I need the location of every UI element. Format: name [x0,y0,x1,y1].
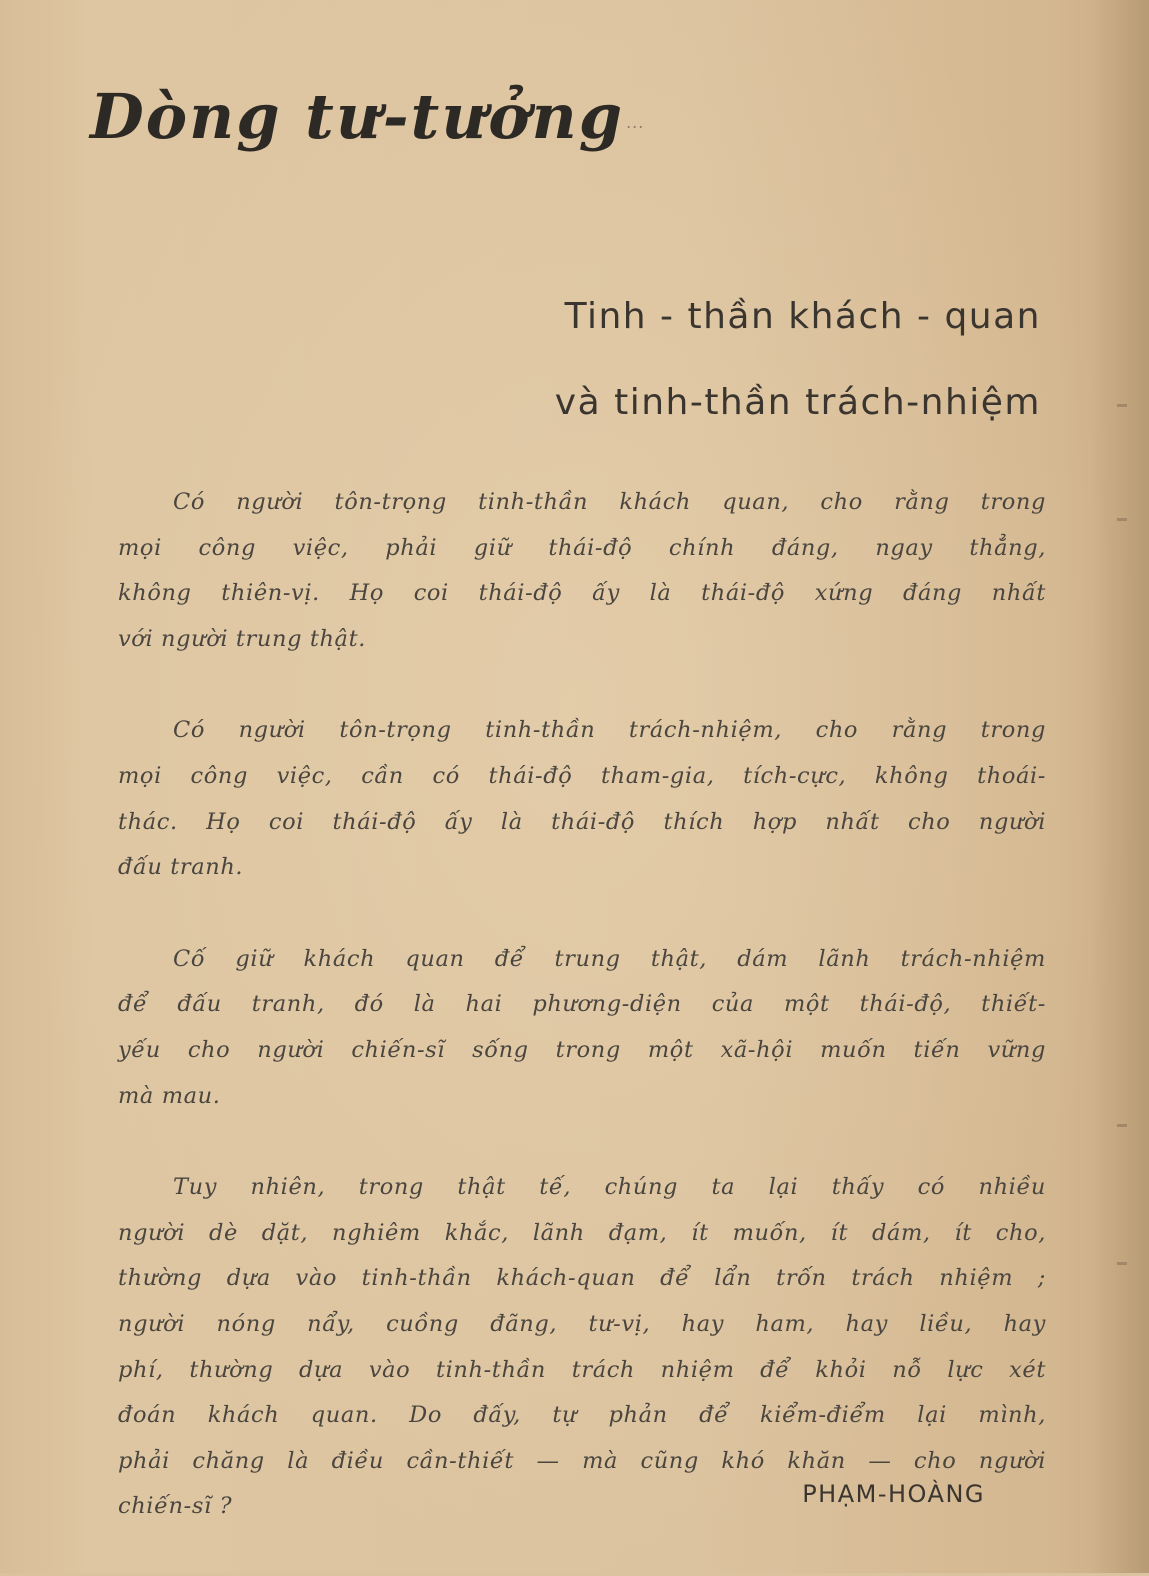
masthead-title: Dòng tư-tưởng [90,80,625,153]
paragraph-line: yếu cho người chiến-sĩ sống trong một xã-hội muốn tiến vững [118,1036,1046,1063]
paragraph-line: với người trung thật. [118,625,366,652]
article-title-line-2: và tinh-thần trách-nhiệm [554,382,1041,423]
paragraph-line: chiến-sĩ ? [118,1493,233,1520]
paragraph-line: người nóng nẩy, cuồng đãng, tư-vị, hay ham, hay liều, hay [118,1310,1046,1337]
paragraph-line: phải chăng là điều cần-thiết — mà cũng khó khăn — cho người [118,1447,1046,1474]
masthead-dots: ... [626,112,645,132]
paragraph-line: Có người tôn-trọng tinh-thần trách-nhiệm, cho rằng trong [173,717,1046,744]
edge-mark [1117,518,1127,521]
paragraph-line: Có người tôn-trọng tinh-thần khách quan, cho rằng trong [173,489,1046,515]
paragraph [118,480,1046,662]
paragraph-line: mọi công việc, phải giữ thái-độ chính đáng, ngay thẳng, [118,534,1046,561]
paragraph-line: Cố giữ khách quan để trung thật, dám lãnh trách-nhiệm [173,945,1046,972]
paragraph [118,708,1046,890]
paragraph-line: người dè dặt, nghiêm khắc, lãnh đạm, ít muốn, ít dám, ít cho, [118,1219,1046,1246]
article-body [118,480,1046,1576]
paragraph-line: mà mau. [118,1082,221,1109]
paragraph-line: đấu tranh. [118,854,244,881]
paragraph-line: Tuy nhiên, trong thật tế, chúng ta lại thấy có nhiều [173,1174,1046,1201]
edge-mark [1117,404,1127,407]
paragraph [118,937,1046,1119]
edge-mark [1117,1262,1127,1265]
edge-mark [1117,1124,1127,1127]
paragraph-line: thác. Họ coi thái-độ ấy là thái-độ thích hợp nhất cho người [118,808,1046,835]
paragraph-line: thường dựa vào tinh-thần khách-quan để lẩn trốn trách nhiệm ; [118,1265,1046,1292]
paragraph-line: không thiên-vị. Họ coi thái-độ ấy là thái-độ xứng đáng nhất [118,580,1046,607]
paragraph [118,1165,1046,1530]
page-edge-shadow [1091,0,1149,1573]
paragraph-line: phí, thường dựa vào tinh-thần trách nhiệm để khỏi nỗ lực xét [118,1356,1046,1383]
article-title-line-1: Tinh - thần khách - quan [564,296,1041,337]
author-signature: PHẠM-HOÀNG [802,1480,985,1508]
paragraph-line: để đấu tranh, đó là hai phương-diện của một thái-độ, thiết- [118,991,1046,1018]
paragraph-line: mọi công việc, cần có thái-độ tham-gia, tích-cực, không thoái- [118,762,1046,789]
paragraph-line: đoán khách quan. Do đấy, tự phản để kiểm-điểm lại mình, [118,1402,1046,1429]
section-masthead [90,80,644,153]
